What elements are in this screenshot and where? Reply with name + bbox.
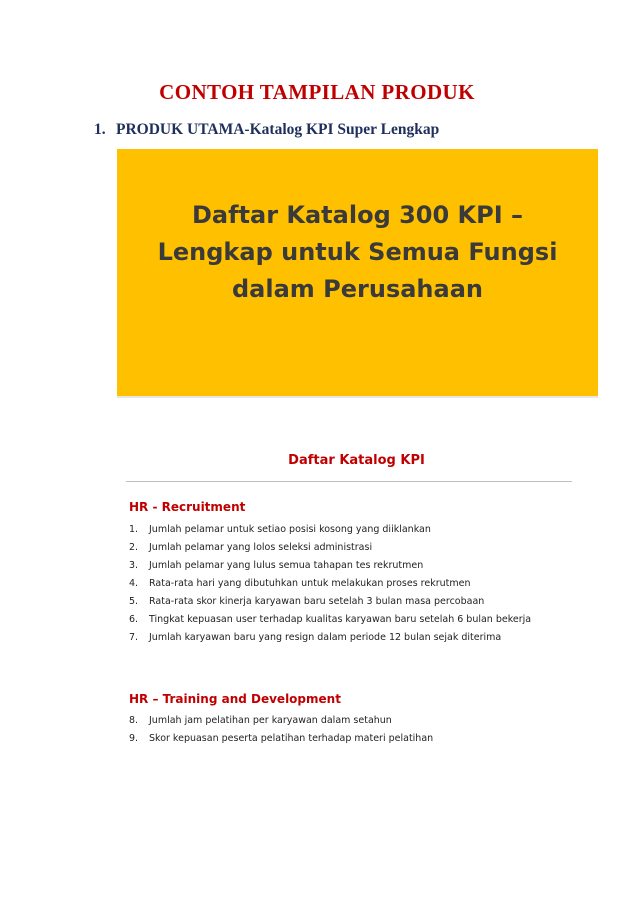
section-label: PRODUK UTAMA-Katalog KPI Super Lengkap — [116, 121, 440, 138]
kpi-item — [129, 611, 531, 629]
kpi-item — [129, 730, 433, 748]
group-heading-recruitment: HR - Recruitment — [129, 500, 246, 514]
kpi-text: Tingkat kepuasan user terhadap kualitas karyawan baru setelah 6 bulan bekerja — [149, 614, 532, 625]
kpi-number: 3. — [129, 560, 139, 571]
kpi-item — [129, 712, 433, 730]
catalog-divider — [126, 481, 572, 482]
kpi-text: Rata-rata hari yang dibutuhkan untuk melakukan proses rekrutmen — [149, 578, 471, 589]
kpi-text: Jumlah pelamar untuk setiao posisi kosong yang diiklankan — [149, 524, 431, 535]
catalog-title: Daftar Katalog KPI — [288, 453, 425, 468]
section-number: 1. — [94, 121, 106, 138]
kpi-item — [129, 521, 531, 539]
kpi-text: Rata-rata skor kinerja karyawan baru setelah 3 bulan masa percobaan — [149, 596, 485, 607]
kpi-item — [129, 629, 531, 647]
kpi-text: Skor kepuasan peserta pelatihan terhadap materi pelatihan — [149, 733, 434, 744]
banner-line-1: Daftar Katalog 300 KPI – — [191, 201, 524, 229]
kpi-text: Jumlah karyawan baru yang resign dalam periode 12 bulan sejak diterima — [149, 632, 502, 643]
document-title — [0, 80, 638, 105]
kpi-item — [129, 575, 531, 593]
kpi-number: 9. — [129, 733, 139, 744]
kpi-number: 4. — [129, 578, 139, 589]
document-title-text: CONTOH TAMPILAN PRODUK — [159, 80, 475, 104]
kpi-number: 8. — [129, 715, 139, 726]
kpi-number: 7. — [129, 632, 139, 643]
kpi-text: Jumlah pelamar yang lolos seleksi administrasi — [149, 542, 373, 553]
kpi-number: 1. — [129, 524, 139, 535]
kpi-text: Jumlah pelamar yang lulus semua tahapan tes rekrutmen — [149, 560, 424, 571]
section-heading — [94, 121, 439, 139]
kpi-number: 6. — [129, 614, 139, 625]
kpi-text: Jumlah jam pelatihan per karyawan dalam setahun — [149, 715, 392, 726]
banner-title — [117, 197, 598, 308]
kpi-number: 5. — [129, 596, 139, 607]
kpi-list-training — [129, 712, 433, 748]
kpi-list-recruitment — [129, 521, 531, 647]
banner-line-2: Lengkap untuk Semua Fungsi — [157, 238, 558, 266]
banner-line-3: dalam Perusahaan — [232, 275, 483, 303]
group-heading-training: HR – Training and Development — [129, 692, 341, 706]
kpi-item — [129, 539, 531, 557]
kpi-number: 2. — [129, 542, 139, 553]
kpi-item — [129, 557, 531, 575]
kpi-item — [129, 593, 531, 611]
product-banner — [117, 149, 598, 398]
